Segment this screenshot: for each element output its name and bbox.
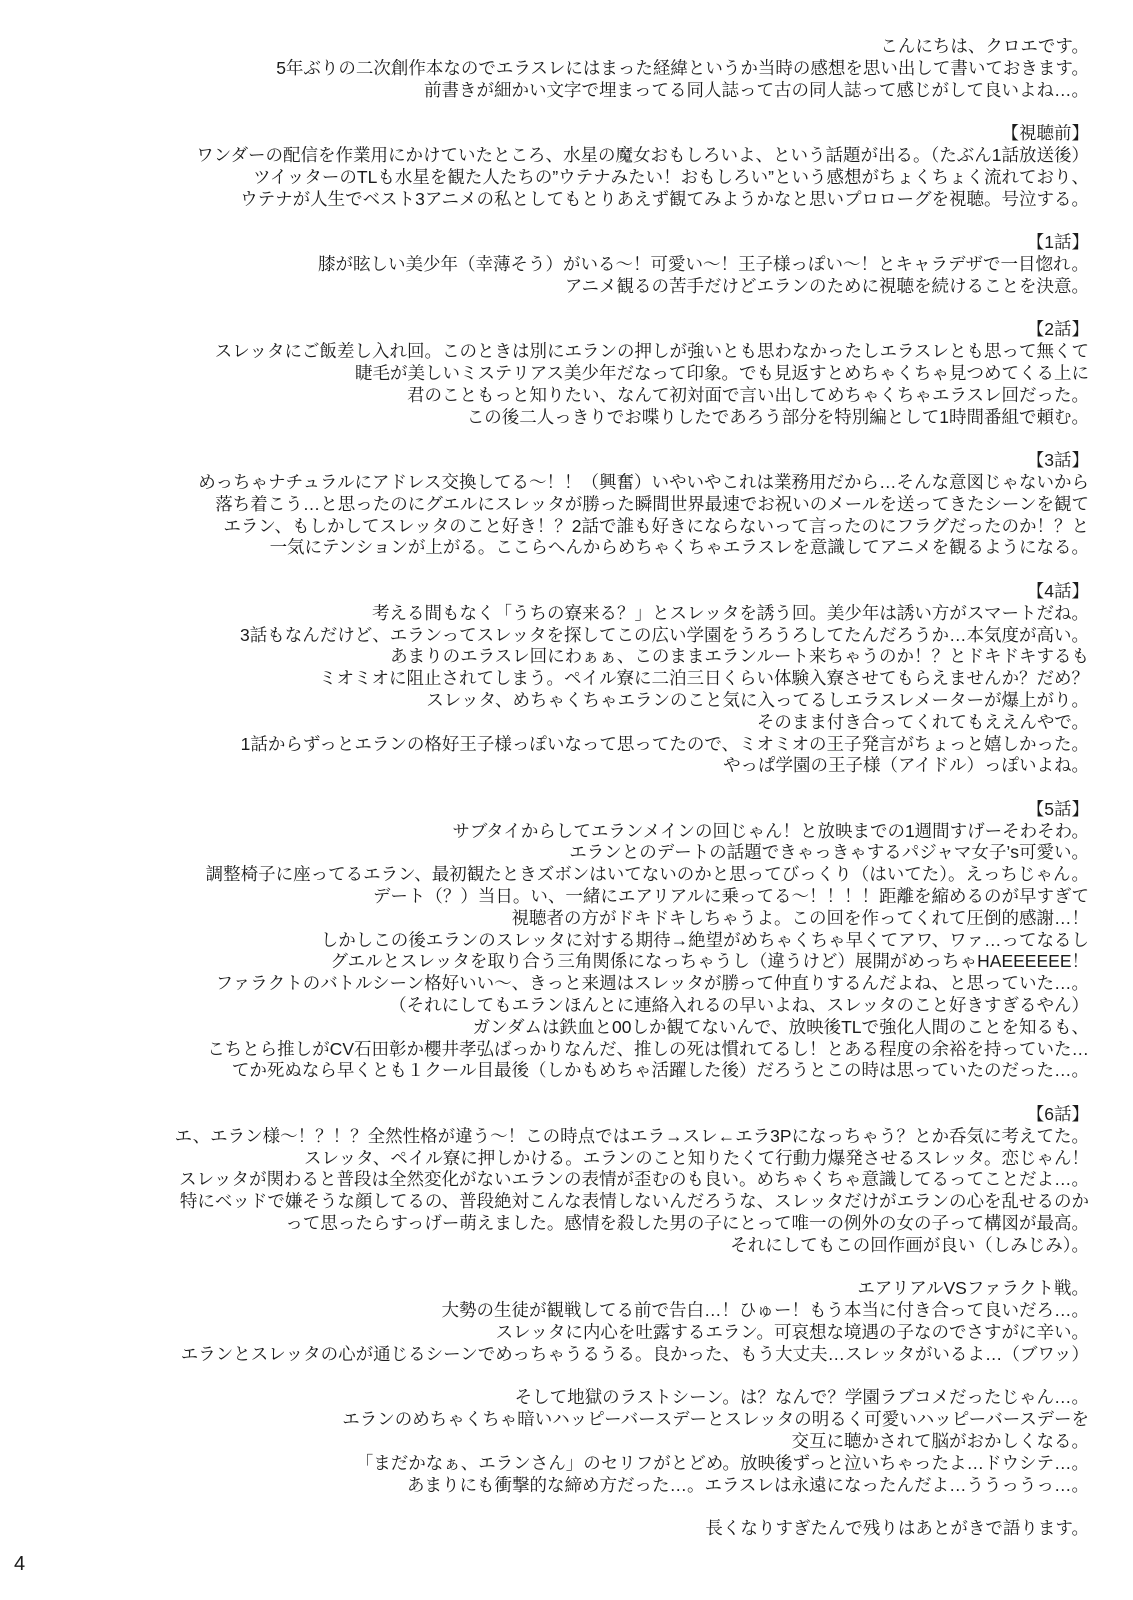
text-line: サブタイからしてエランメインの回じゃん！と放映までの1週間すげーそわそわ。 bbox=[452, 820, 1089, 841]
document-page bbox=[60, 36, 1089, 1540]
text-line: スレッタが関わると普段は全然変化がないエランの表情が歪むのも良い。めちゃくちゃ意識してるってことだよ…。 bbox=[179, 1169, 1089, 1190]
blank-line bbox=[60, 1366, 1089, 1388]
text-line: 「まだかなぁ、エランさん」のセリフがとどめ。放映後ずっと泣いちゃったよ…ドウシテ…。 bbox=[355, 1452, 1089, 1473]
text-line: あまりのエラスレ回にわぁぁ、このままエランルート来ちゃうのか！？とドキドキするも bbox=[390, 646, 1089, 667]
text-line: こちとら推しがCV石田彰か櫻井孝弘ばっかりなんだ、推しの死は慣れてるし！とある程度の余裕を持っていた… bbox=[207, 1038, 1089, 1059]
section-header: 【5話】 bbox=[1026, 798, 1089, 819]
blank-line bbox=[60, 559, 1089, 581]
blank-line bbox=[60, 101, 1089, 123]
text-line: そして地獄のラストシーン。は？なんで？学園ラブコメだったじゃん…。 bbox=[514, 1387, 1089, 1408]
text-line: てか死ぬなら早くとも１クール目最後（しかもめちゃ活躍した後）だろうとこの時は思っていたのだった…。 bbox=[231, 1060, 1089, 1081]
blank-line bbox=[60, 1496, 1089, 1518]
text-line: エ、エラン様～！？！？全然性格が違う～！この時点ではエラ→スレ←エラ3Pになっちゃう？とか呑気に考えてた。 bbox=[174, 1125, 1089, 1146]
text-line: ミオミオに阻止されてしまう。ペイル寮に二泊三日くらい体験入寮させてもらえませんか？だめ？ bbox=[319, 668, 1089, 689]
text-line: こんにちは、クロエです。 bbox=[880, 36, 1089, 56]
text-line: 3話もなんだけど、エランってスレッタを探してこの広い学園をうろうろしてたんだろうか…本気度が高い。 bbox=[239, 624, 1089, 645]
blank-line bbox=[60, 777, 1089, 799]
text-line: 視聴者の方がドキドキしちゃうよ。この回を作ってくれて圧倒的感謝…！ bbox=[511, 907, 1089, 928]
text-line: 膝が眩しい美少年（幸薄そう）がいる～！可愛い～！王子様っぽい～！とキャラデザで一目惚れ。 bbox=[317, 253, 1089, 274]
text-line: デート（？）当日。い、一緒にエアリアルに乗ってる～！！！！距離を縮めるのが早すぎて bbox=[372, 886, 1089, 907]
section-header: 【1話】 bbox=[1026, 232, 1089, 253]
text-line: 考える間もなく「うちの寮来る？」とスレッタを誘う回。美少年は誘い方がスマートだね。 bbox=[372, 602, 1089, 623]
text-line: 交互に聴かされて脳がおかしくなる。 bbox=[791, 1431, 1089, 1451]
section-header: 【3話】 bbox=[1026, 450, 1089, 471]
section-header: 【6話】 bbox=[1026, 1104, 1089, 1125]
text-line: 5年ぶりの二次創作本なのでエラスレにはまった経緯というか当時の感想を思い出して書いておきます。 bbox=[276, 57, 1089, 78]
text-line: それにしてもこの回作画が良い（しみじみ）。 bbox=[730, 1234, 1089, 1255]
text-line: スレッタ、めちゃくちゃエランのこと気に入ってるしエラスレメーターが爆上がり。 bbox=[426, 689, 1089, 710]
page-number: 4 bbox=[14, 1553, 26, 1575]
text-line: 大勢の生徒が観戦してる前で告白…！ひゅー！もう本当に付き合って良いだろ…。 bbox=[441, 1300, 1089, 1321]
text-line: しかしこの後エランのスレッタに対する期待→絶望がめちゃくちゃ早くてアワ、ワァ…ってなるし bbox=[320, 929, 1089, 950]
text-line: 睫毛が美しいミステリアス美少年だなって印象。でも見返すとめちゃくちゃ見つめてくる上に bbox=[355, 362, 1089, 383]
text-line: エラン、もしかしてスレッタのこと好き！？2話で誰も好きにならないって言ったのにフラグだったのか！？と bbox=[223, 515, 1089, 536]
text-line: 落ち着こう…と思ったのにグエルにスレッタが勝った瞬間世界最速でお祝いのメールを送ってきたシーンを観て bbox=[215, 493, 1089, 514]
text-line: アニメ観るの苦手だけどエランのために視聴を続けることを決意。 bbox=[564, 275, 1089, 296]
section-header: 【4話】 bbox=[1026, 580, 1089, 601]
text-line: ウテナが人生でベスト3アニメの私としてもとりあえず観てみようかなと思いプロローグを視聴。号泣する。 bbox=[240, 188, 1089, 209]
text-line: めっちゃナチュラルにアドレス交換してる～！！（興奮）いやいやこれは業務用だから…そんな意図じゃないから bbox=[198, 471, 1089, 492]
blank-line bbox=[60, 428, 1089, 450]
text-line: （それにしてもエランほんとに連絡入れるの早いよね、スレッタのこと好きすぎるやん） bbox=[389, 995, 1089, 1016]
text-line: スレッタに内心を吐露するエラン。可哀想な境遇の子なのでさすがに辛い。 bbox=[495, 1322, 1089, 1343]
text-line: やっぱ学園の王子様（アイドル）っぽいよね。 bbox=[723, 755, 1089, 776]
text-line: 君のこともっと知りたい、なんて初対面で言い出してめちゃくちゃエラスレ回だった。 bbox=[407, 384, 1089, 405]
text-line: 調整椅子に座ってるエラン、最初観たときズボンはいてないのかと思ってびっくり（はいてた）。えっちじゃん。 bbox=[205, 864, 1089, 885]
text-line: 前書きが細かい文字で埋まってる同人誌って古の同人誌って感じがして良いよね…。 bbox=[424, 79, 1089, 100]
text-line: ツイッターのTLも水星を観た人たちの”ウテナみたい！おもしろい”という感想がちょくちょく流れており、 bbox=[253, 166, 1089, 187]
text-line: あまりにも衝撃的な締め方だった…。エラスレは永遠になったんだよ…ううっうっ…。 bbox=[407, 1474, 1089, 1495]
text-line: グエルとスレッタを取り合う三角関係になっちゃうし（違うけど）展開がめっちゃHAEEEEEE！ bbox=[330, 951, 1089, 972]
text-line: この後二人っきりでお喋りしたであろう部分を特別編として1時間番組で頼む。 bbox=[466, 406, 1089, 427]
text-line: そのまま付き合ってくれてもええんやで。 bbox=[756, 711, 1089, 732]
text-line: エアリアルVSファラクト戦。 bbox=[857, 1278, 1089, 1299]
text-line: ガンダムは鉄血と00しか観てないんで、放映後TLで強化人間のことを知るも、 bbox=[472, 1016, 1089, 1037]
text-line: エランとスレッタの心が通じるシーンでめっちゃうるうる。良かった、もう大丈夫…スレッタがいるよ…（ブワッ） bbox=[180, 1343, 1089, 1364]
blank-line bbox=[60, 298, 1089, 320]
section-header: 【2話】 bbox=[1026, 319, 1089, 340]
text-line: スレッタにご飯差し入れ回。このときは別にエランの押しが強いとも思わなかったしエラスレとも思って無くて bbox=[214, 341, 1089, 362]
blank-line bbox=[60, 1082, 1089, 1104]
text-line: 特にベッドで嫌そうな顔してるの、普段絶対こんな表情しないんだろうな、スレッタだけがエランの心を乱せるのか bbox=[179, 1191, 1089, 1212]
text-line: ワンダーの配信を作業用にかけていたところ、水星の魔女おもしろいよ、という話題が出る。（たぶん1話放送後） bbox=[196, 144, 1089, 165]
text-line: ファラクトのバトルシーン格好いい～、きっと来週はスレッタが勝って仲直りするんだよね、と思っていた…。 bbox=[215, 973, 1089, 994]
text-line: 1話からずっとエランの格好王子様っぽいなって思ってたので、ミオミオの王子発言がちょっと嬉しかった。 bbox=[240, 733, 1089, 754]
blank-line bbox=[60, 210, 1089, 232]
text-line: 長くなりすぎたんで残りはあとがきで語ります。 bbox=[705, 1518, 1089, 1539]
text-line: エランとのデートの話題できゃっきゃするパジャマ女子’s可愛い。 bbox=[569, 842, 1089, 863]
text-line: エランのめちゃくちゃ暗いハッピーバースデーとスレッタの明るく可愛いハッピーバースデーを bbox=[342, 1409, 1089, 1430]
text-line: って思ったらすっげー萌えました。感情を殺した男の子にとって唯一の例外の女の子って構図が最高。 bbox=[285, 1213, 1089, 1234]
section-header: 【視聴前】 bbox=[1001, 123, 1089, 144]
blank-line bbox=[60, 1257, 1089, 1279]
text-line: 一気にテンションが上がる。ここらへんからめちゃくちゃエラスレを意識してアニメを観るようになる。 bbox=[269, 537, 1089, 558]
text-line: スレッタ、ペイル寮に押しかける。エランのこと知りたくて行動力爆発させるスレッタ。恋じゃん！ bbox=[303, 1147, 1089, 1168]
